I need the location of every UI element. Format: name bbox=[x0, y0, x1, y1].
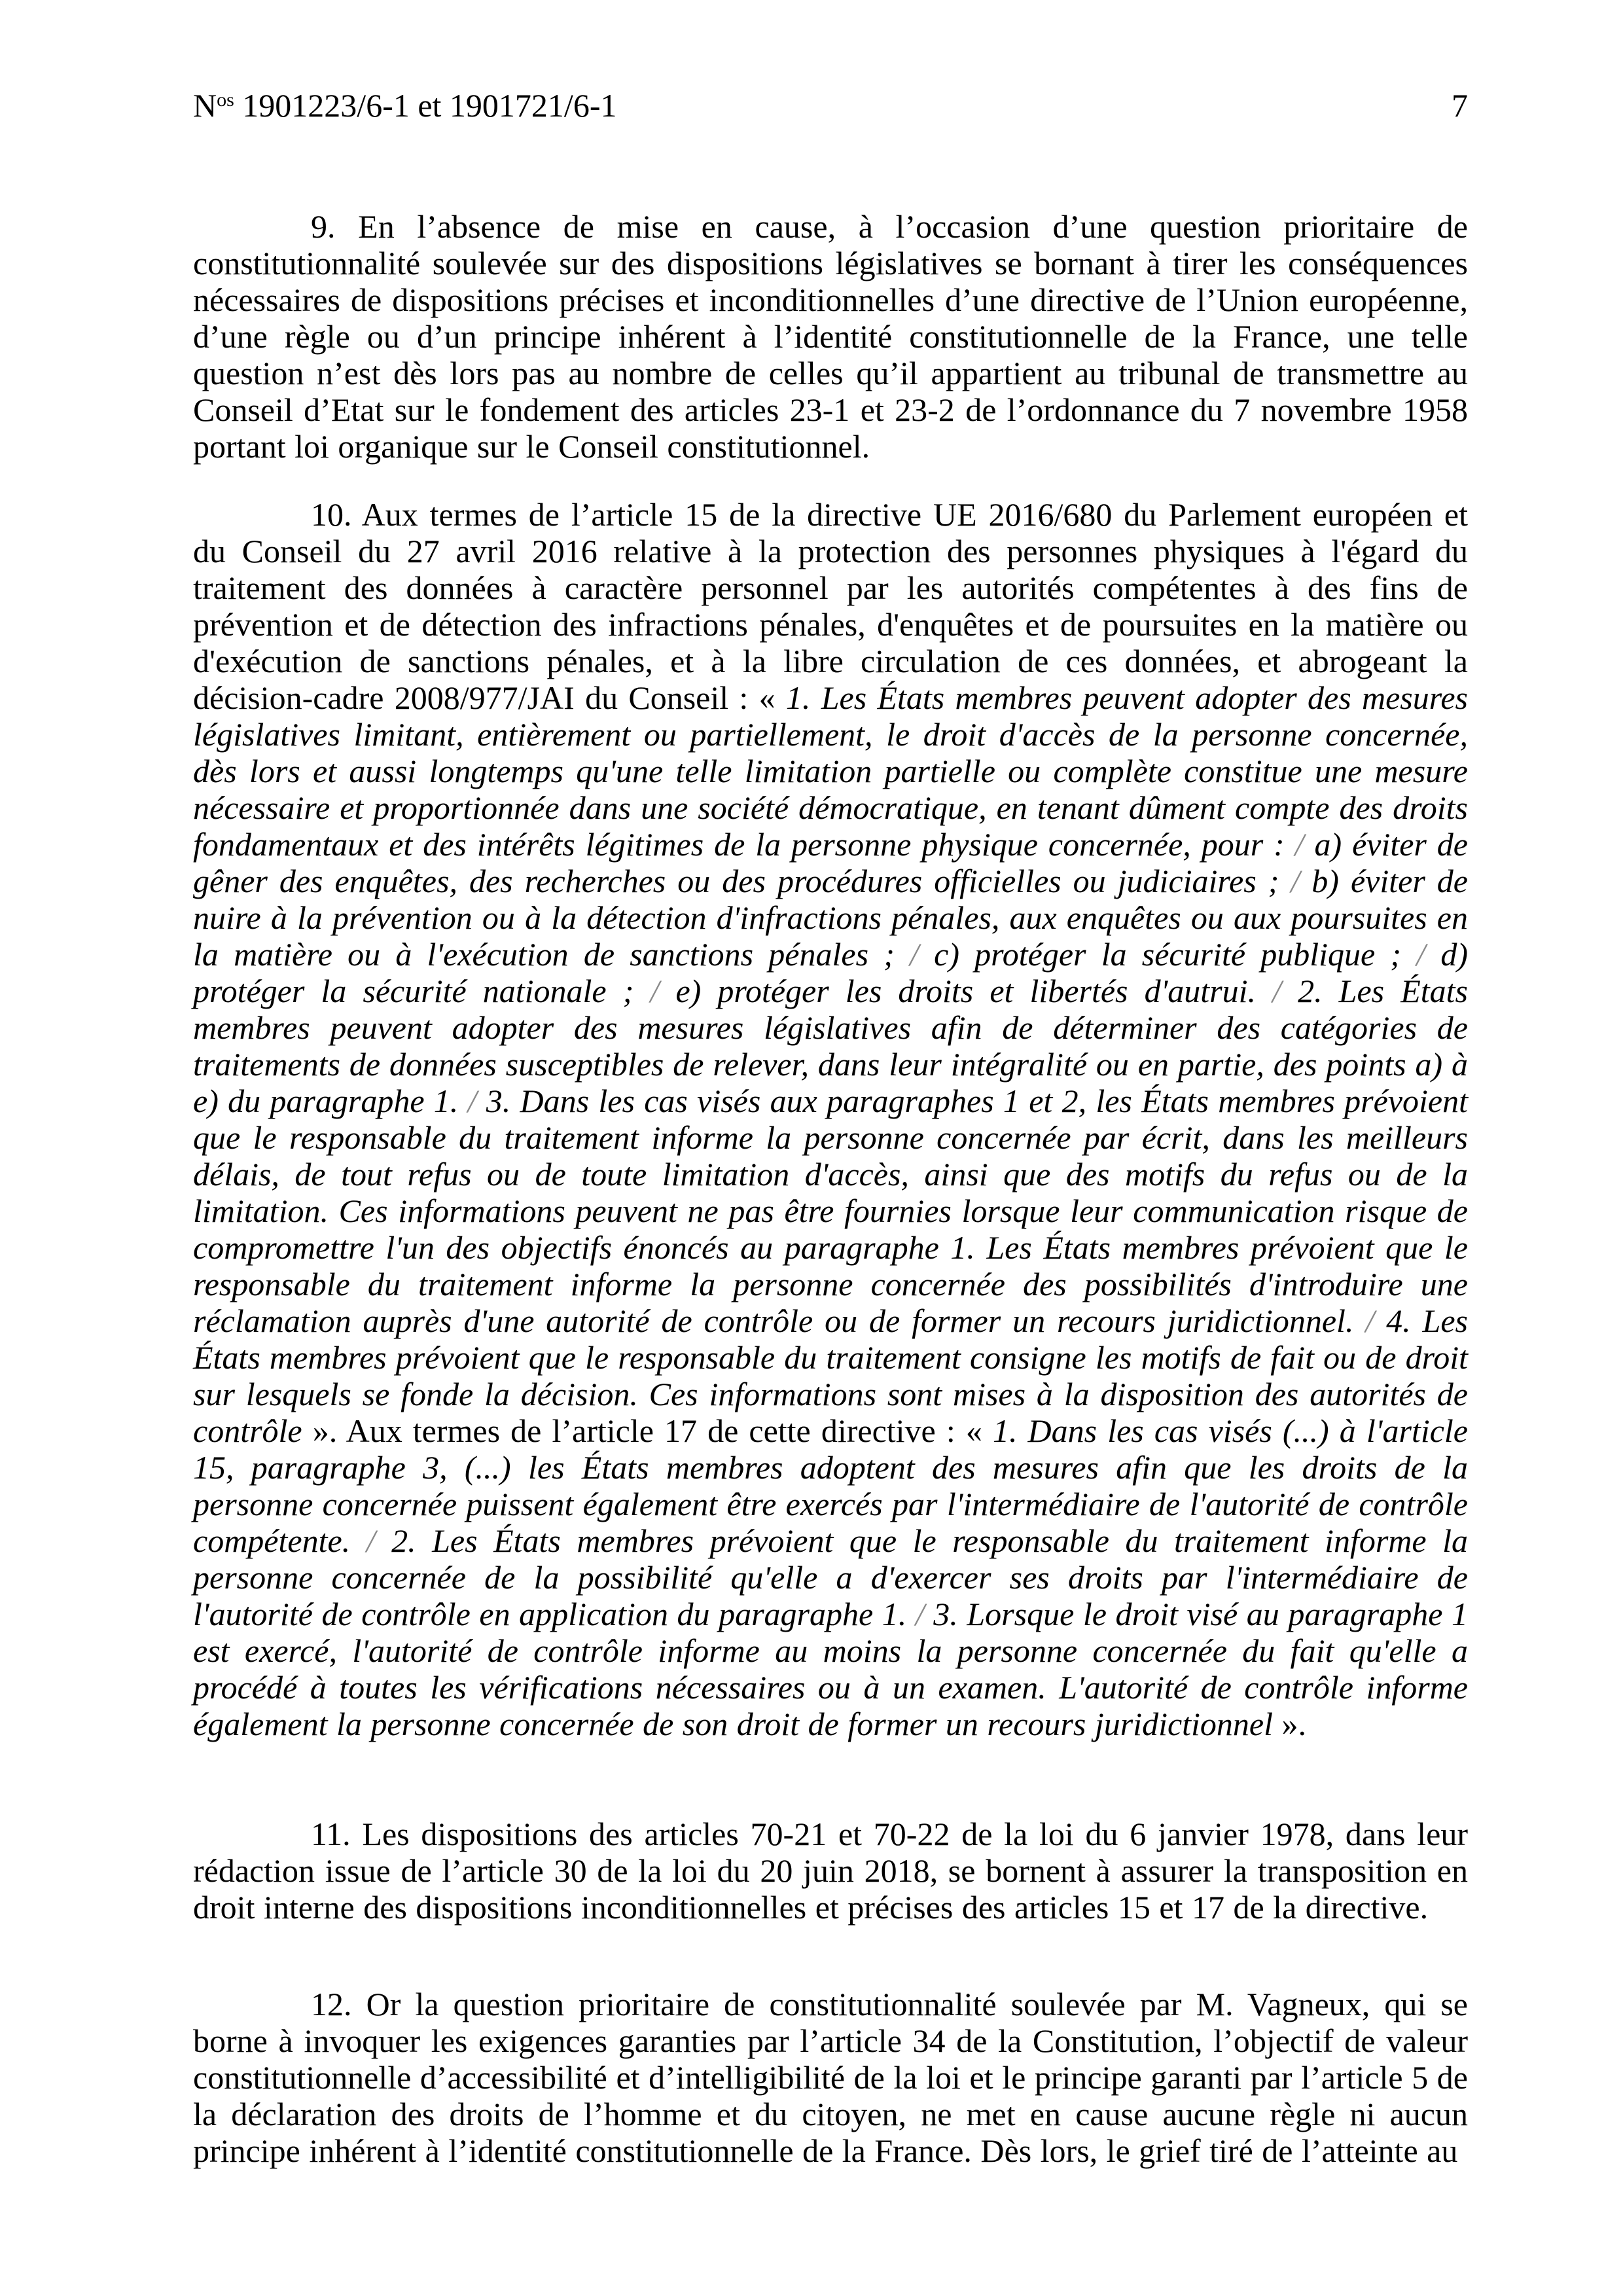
separator-slash: / bbox=[910, 936, 919, 973]
paragraph-11-text: 11. Les dispositions des articles 70-21 et 70-22 de la loi du 6 janvier 1978, dans leur rédaction issue de l’article 30 de la loi du 20 juin 2018, se bornent à assurer la transposition en droit interne des dispositions inconditionnelles et précises des articles 15 et 17 de la directive. bbox=[193, 1816, 1468, 1926]
page-number: 7 bbox=[1452, 87, 1468, 124]
paragraph-10 bbox=[193, 496, 1468, 1742]
separator-slash: / bbox=[1294, 826, 1304, 863]
separator-slash: / bbox=[1416, 936, 1426, 973]
paragraph-12-text: 12. Or la question prioritaire de constitutionnalité soulevée par M. Vagneux, qui se borne à invoquer les exigences garanties par l’article 34 de la Constitution, l’objectif de valeur constitutionnelle d’accessibilité et d’intelligibilité de la loi et le principe garanti par l’article 5 de la déclaration des droits de l’homme et du citoyen, ne met en cause aucune règle ni aucun principe inhérent à l’identité constitutionnelle de la France. Dès lors, le grief tiré de l’atteinte au bbox=[193, 1986, 1468, 2169]
separator-slash: / bbox=[467, 1083, 477, 1119]
case-numbers-n: N bbox=[193, 87, 217, 124]
case-numbers-superscript: os bbox=[217, 89, 234, 111]
paragraph-10-intro-article-15: 10. Aux termes de l’article 15 de la directive UE 2016/680 du Parlement européen et du Conseil du 27 avril 2016 relative à la protection des personnes physiques à l'égard du traitement des données à caractère personnel par les autorités compétentes à des fins de prévention et de détection des infractions pénales, d'enquêtes et de poursuites en la matière ou d'exécution de sanctions pénales, et à la libre circulation de ces données, et abrogeant la décision-cadre 2008/977/JAI du Conseil : « bbox=[193, 496, 1468, 716]
case-numbers-tail: 1901223/6-1 et 1901721/6-1 bbox=[234, 87, 617, 124]
paragraph-9 bbox=[193, 208, 1468, 465]
paragraph-11 bbox=[193, 1816, 1468, 1926]
paragraph-10-between-quotes: ». Aux termes de l’article 17 de cette directive : « bbox=[302, 1412, 993, 1449]
case-numbers bbox=[193, 87, 616, 124]
paragraph-12 bbox=[193, 1986, 1468, 2169]
page-header bbox=[193, 87, 1468, 124]
paragraph-10-quote-article-15: 1. Les États membres peuvent adopter des mesures législatives limitant, entièrement ou partiellement, le droit d'accès de la personne concernée, dès lors et aussi longtemps qu'une telle limitation partielle ou complète constitue une mesure nécessaire et proportionnée dans une société démocratique, en tenant dûment compte des droits fondamentaux et des intérêts légitimes de la personne physique concernée, pour : / a) éviter de gêner des enquêtes, des recherches ou des procédures officielles ou judiciaires ; / b) éviter de nuire à la prévention ou à la détection d'infractions pénales, aux enquêtes ou aux poursuites en la matière ou à l'exécution de sanctions pénales ; / c) protéger la sécurité publique ; / d) protéger la sécurité nationale ; / e) protéger les droits et libertés d'autrui. / 2. Les États membres peuvent adopter des mesures législatives afin de déterminer des catégories de traitements de données susceptibles de relever, dans leur intégralité ou en partie, des points a) à e) du paragraphe 1. / 3. Dans les cas visés aux paragraphes 1 et 2, les États membres prévoient que le responsable du traitement informe la personne concernée par écrit, dans les meilleurs délais, de tout refus ou de toute limitation d'accès, ainsi que des motifs du refus ou de la limitation. Ces informations peuvent ne pas être fournies lorsque leur communication risque de compromettre l'un des objectifs énoncés au paragraphe 1. Les États membres prévoient que le responsable du traitement informe la personne concernée des possibilités d'introduire une réclamation auprès d'une autorité de contrôle ou de former un recours juridictionnel. / 4. Les États membres prévoient que le responsable du traitement consigne les motifs de fait ou de droit sur lesquels se fonde la décision. Ces informations sont mises à la disposition des autorités de contrôle bbox=[193, 679, 1468, 1449]
separator-slash: / bbox=[1272, 973, 1281, 1009]
separator-slash: / bbox=[1365, 1302, 1375, 1339]
separator-slash: / bbox=[650, 973, 660, 1009]
separator-slash: / bbox=[1291, 863, 1300, 899]
separator-slash: / bbox=[366, 1522, 376, 1559]
paragraph-9-text: 9. En l’absence de mise en cause, à l’occasion d’une question prioritaire de constitutionnalité soulevée sur des dispositions législatives se bornant à tirer les conséquences nécessaires de dispositions précises et inconditionnelles d’une directive de l’Union européenne, d’une règle ou d’un principe inhérent à l’identité constitutionnelle de la France, une telle question n’est dès lors pas au nombre de celles qu’il appartient au tribunal de transmettre au Conseil d’Etat sur le fondement des articles 23-1 et 23-2 de l’ordonnance du 7 novembre 1958 portant loi organique sur le Conseil constitutionnel. bbox=[193, 208, 1468, 465]
paragraph-10-closing: ». bbox=[1273, 1706, 1307, 1742]
paragraph-10-quote-article-17: 1. Dans les cas visés (...) à l'article 15, paragraphe 3, (...) les États membres adoptent des mesures afin que les droits de la personne concernée puissent également être exercés par l'intermédiaire de l'autorité de contrôle compétente. / 2. Les États membres prévoient que le responsable du traitement informe la personne concernée de la possibilité qu'elle a d'exercer ses droits par l'intermédiaire de l'autorité de contrôle en application du paragraphe 1. / 3. Lorsque le droit visé au paragraphe 1 est exercé, l'autorité de contrôle informe au moins la personne concernée du fait qu'elle a procédé à toutes les vérifications nécessaires ou à un examen. L'autorité de contrôle informe également la personne concernée de son droit de former un recours juridictionnel bbox=[193, 1412, 1469, 1742]
separator-slash: / bbox=[915, 1596, 925, 1632]
